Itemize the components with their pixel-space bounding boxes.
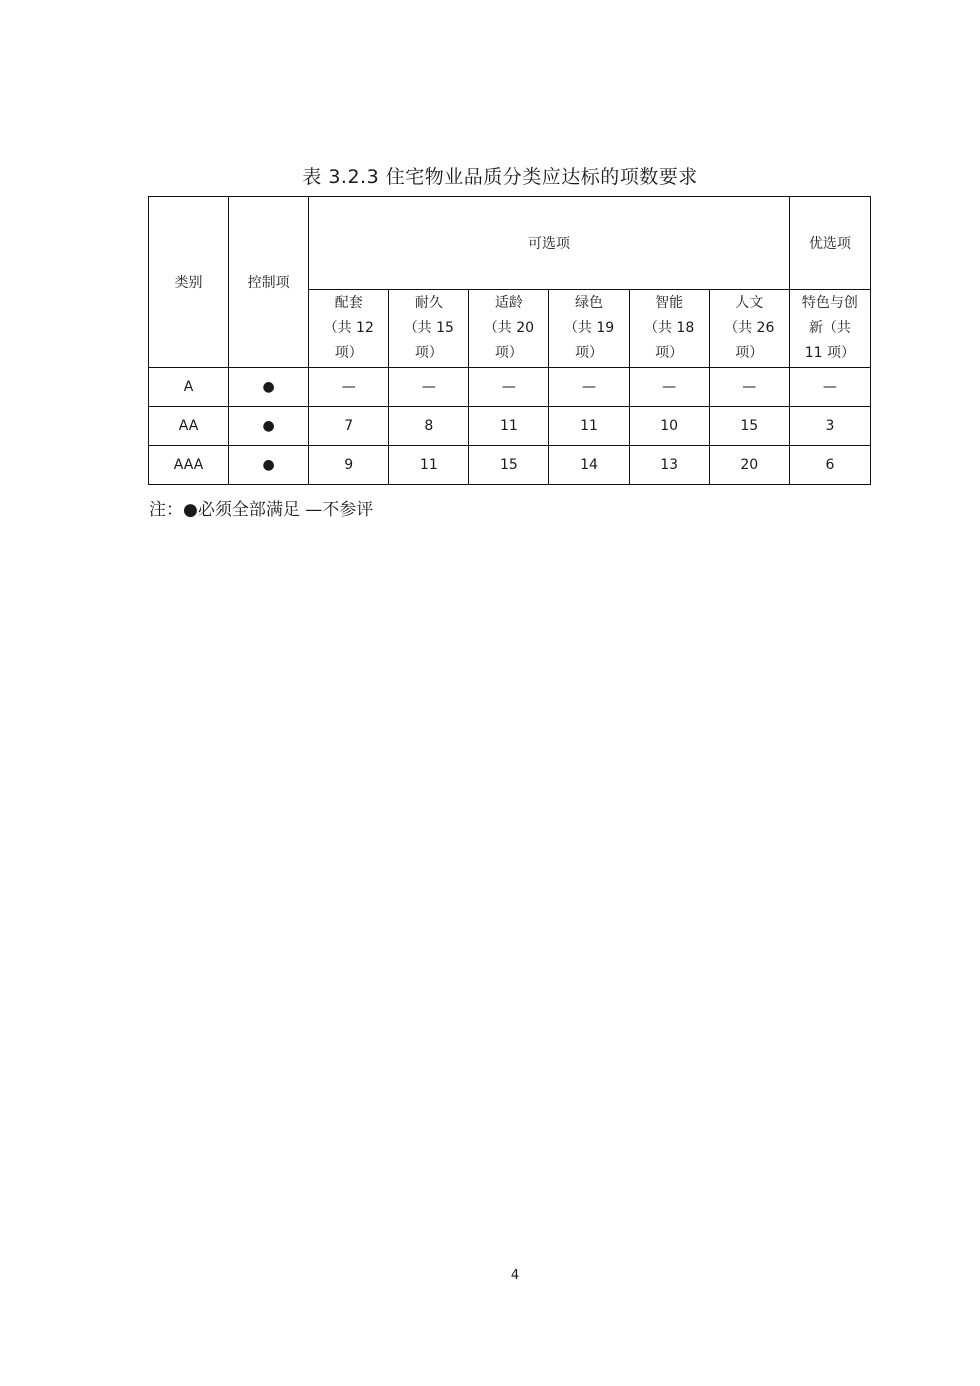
control-cell: ●	[229, 368, 309, 407]
sub-header-green: 绿色 （共 19 项）	[549, 290, 629, 368]
page-number: 4	[510, 1268, 520, 1283]
sub-header-supporting: 配套 （共 12 项）	[309, 290, 389, 368]
value-cell: —	[309, 368, 389, 407]
value-cell: 11	[469, 407, 549, 446]
value-cell: —	[469, 368, 549, 407]
value-cell: 10	[629, 407, 709, 446]
control-cell: ●	[229, 446, 309, 485]
value-cell: —	[549, 368, 629, 407]
value-cell: 15	[709, 407, 789, 446]
value-cell: 3	[789, 407, 870, 446]
table-row	[149, 407, 871, 446]
value-cell: 11	[389, 446, 469, 485]
value-cell: 13	[629, 446, 709, 485]
sub-header-humanistic: 人文 （共 26 项）	[709, 290, 789, 368]
table-row	[149, 446, 871, 485]
grade-cell: AAA	[149, 446, 229, 485]
table-caption: 表 3.2.3 住宅物业品质分类应达标的项数要求	[302, 166, 698, 188]
table-note: 注：●必须全部满足 —不参评	[149, 500, 374, 520]
value-cell: —	[709, 368, 789, 407]
control-cell: ●	[229, 407, 309, 446]
value-cell: 7	[309, 407, 389, 446]
value-cell: —	[389, 368, 469, 407]
grade-cell: AA	[149, 407, 229, 446]
value-cell: 8	[389, 407, 469, 446]
header-control-items: 控制项	[229, 197, 309, 368]
value-cell: 14	[549, 446, 629, 485]
value-cell: 11	[549, 407, 629, 446]
value-cell: 20	[709, 446, 789, 485]
value-cell: 9	[309, 446, 389, 485]
header-category: 类别	[149, 197, 229, 368]
sub-header-age-friendly: 适龄 （共 20 项）	[469, 290, 549, 368]
value-cell: 6	[789, 446, 870, 485]
value-cell: 15	[469, 446, 549, 485]
grade-cell: A	[149, 368, 229, 407]
table-row	[149, 368, 871, 407]
value-cell: —	[629, 368, 709, 407]
requirements-table	[148, 196, 871, 485]
sub-header-innovation: 特色与创 新（共 11 项）	[789, 290, 870, 368]
value-cell: —	[789, 368, 870, 407]
header-preferred-items: 优选项	[789, 197, 870, 290]
sub-header-smart: 智能 （共 18 项）	[629, 290, 709, 368]
header-optional-items: 可选项	[309, 197, 790, 290]
sub-header-durability: 耐久 （共 15 项）	[389, 290, 469, 368]
